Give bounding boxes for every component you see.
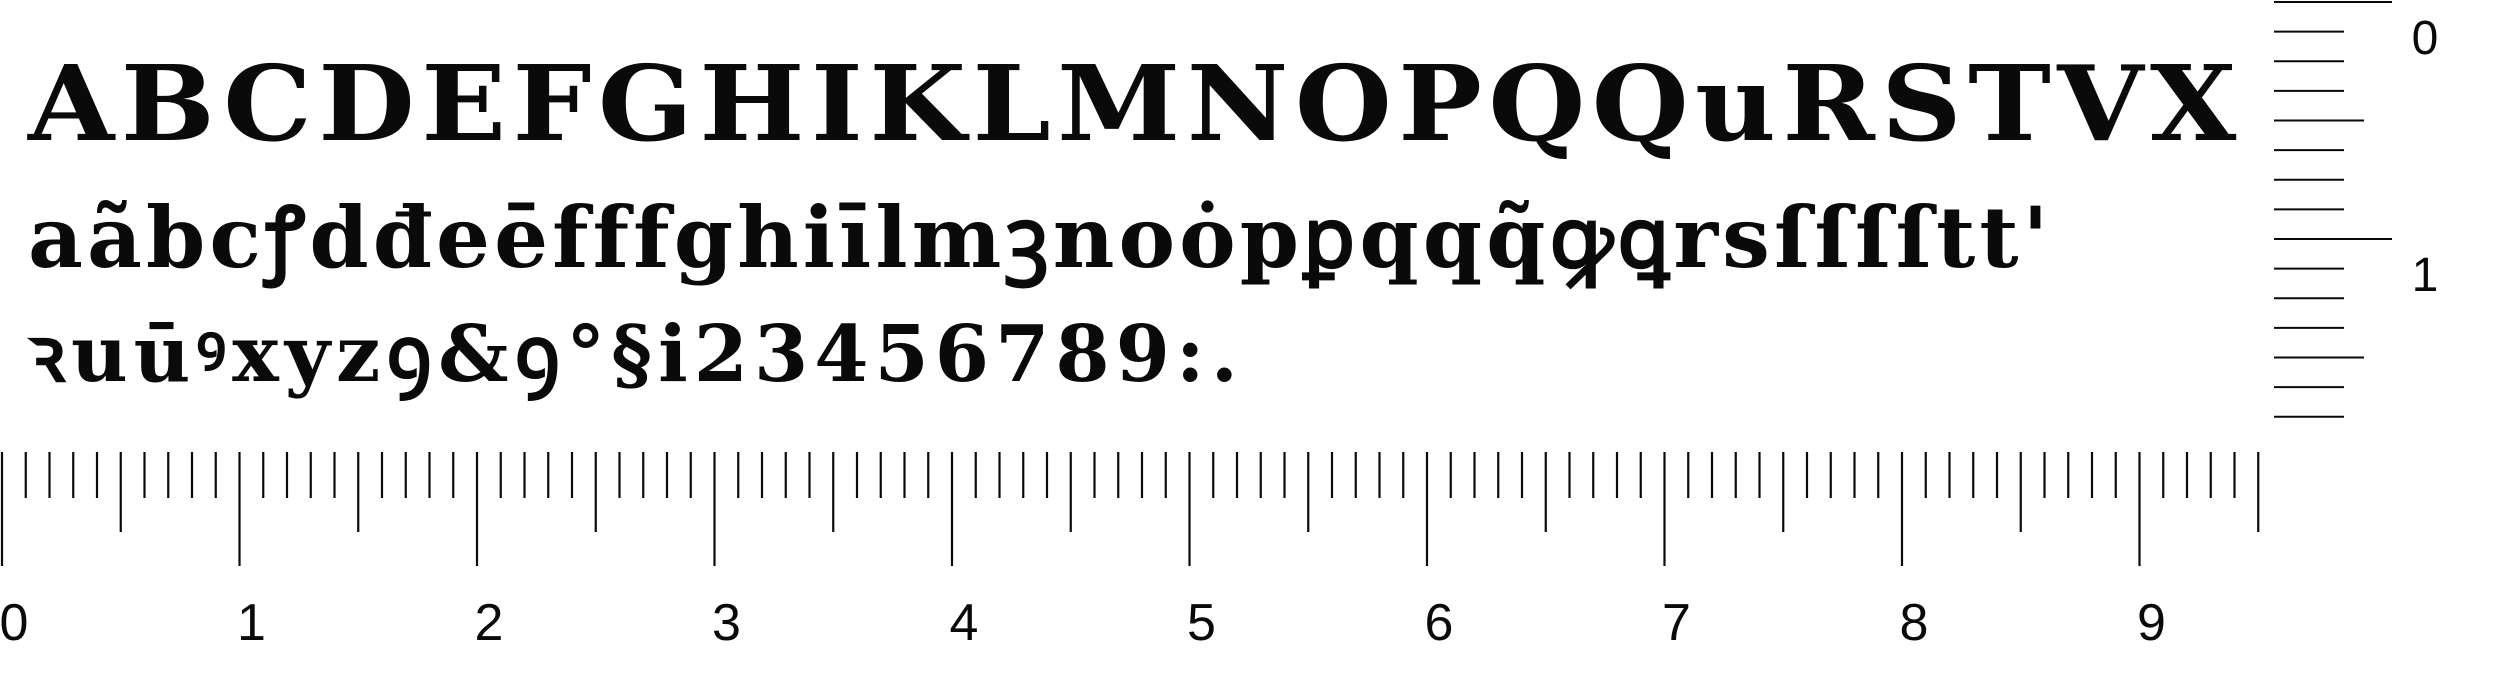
horizontal-ruler-label: 6: [1424, 594, 1454, 652]
uppercase-alphabet-line: ABCDEFGHIKLMNOPQQuRSTVX: [28, 42, 2243, 165]
abbreviations-and-numerals-line: ꝛuūꝰxyzꝯ&ꝯ°§i23456789:.: [28, 309, 1244, 400]
horizontal-ruler-label: 2: [474, 594, 504, 652]
horizontal-ruler-label: 3: [712, 594, 741, 652]
vertical-ruler-label: 1: [2411, 249, 2439, 302]
lowercase-alphabet-line: aãbcꝭdđeēfffghiīlmꝫnoȯpꝑqqq̃ꝙꝗrsſſſſtt': [28, 188, 2053, 287]
vertical-ruler-label: 0: [2411, 12, 2439, 65]
horizontal-ruler-label: 5: [1187, 594, 1216, 652]
horizontal-ruler-label: 8: [1899, 594, 1929, 652]
horizontal-ruler-label: 1: [237, 594, 266, 652]
horizontal-ruler-label: 9: [2137, 594, 2166, 652]
horizontal-ruler-label: 7: [1662, 594, 1691, 652]
horizontal-ruler-label: 0: [0, 594, 29, 652]
horizontal-ruler-label: 4: [949, 594, 979, 652]
